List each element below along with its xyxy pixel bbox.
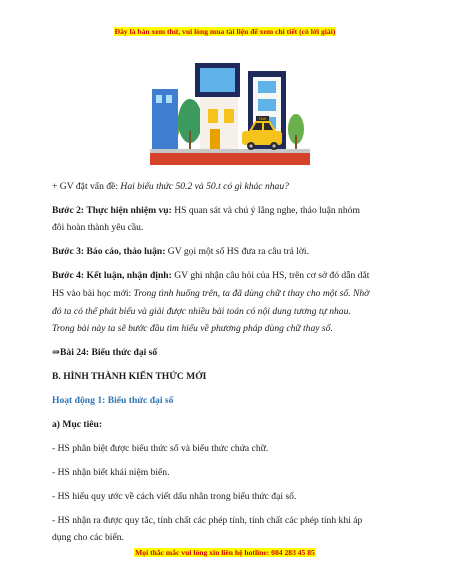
step-2: Bước 2: Thực hiện nhiệm vụ: HS quan sát và chú ý lắng nghe, thảo luận nhóm [52, 205, 360, 216]
step-4: Bước 4: Kết luận, nhận định: GV ghi nhận câu hỏi của HS, trên cơ sở đó dẫn dắt [52, 270, 370, 281]
preview-banner: Đây là bản xem thử, vui lòng mua tài liệu để xem chi tiết (có lời giải) [114, 27, 336, 36]
goal-heading: a) Mục tiêu: [52, 419, 103, 430]
problem-statement: + GV đặt vấn đề: Hai biểu thức 50.2 và 50.t có gì khác nhau? [52, 181, 289, 192]
bullet-3: - HS hiểu quy ước về cách viết dấu nhân trong biểu thức đại số. [52, 491, 297, 502]
section-b-heading: B. HÌNH THÀNH KIẾN THỨC MỚI [52, 371, 207, 382]
bullet-4-cont: dụng cho các biến. [52, 532, 124, 543]
svg-text:TAXI: TAXI [258, 117, 267, 121]
hotline-banner: Mọi thắc mắc vui lòng xin liên hệ hotline: 084 283 45 85 [135, 548, 315, 557]
step-3: Bước 3: Báo cáo, thảo luận: GV gọi một số HS đưa ra câu trả lời. [52, 246, 309, 257]
step-4-line-4: Trong bài này ta sẽ bước đầu tìm hiểu về phương pháp dùng chữ thay số. [52, 323, 333, 334]
step-4-line-2: HS vào bài học mới: Trong tình huống trên, ta đã dùng chữ t thay cho một số. Nhờ [52, 288, 370, 299]
step-4-line-3: đó ta có thể phát biểu và giải được nhiều bài toán có nội dung tương tự nhau. [52, 306, 351, 317]
bullet-4: - HS nhận ra được quy tắc, tính chất các phép tính, tính chất các phép tính khi áp [52, 515, 363, 526]
lesson-title: ⇒Bài 24: Biểu thức đại số [52, 347, 158, 358]
activity-1-heading: Hoạt động 1: Biểu thức đại số [52, 395, 174, 406]
bullet-2: - HS nhận biết khái niệm biến. [52, 467, 170, 478]
bullet-1: - HS phân biệt được biểu thức số và biểu thức chứa chữ. [52, 443, 269, 454]
city-street-taxi-illustration [150, 51, 310, 167]
step-2-cont: đôi hoàn thành yêu cầu. [52, 222, 144, 233]
